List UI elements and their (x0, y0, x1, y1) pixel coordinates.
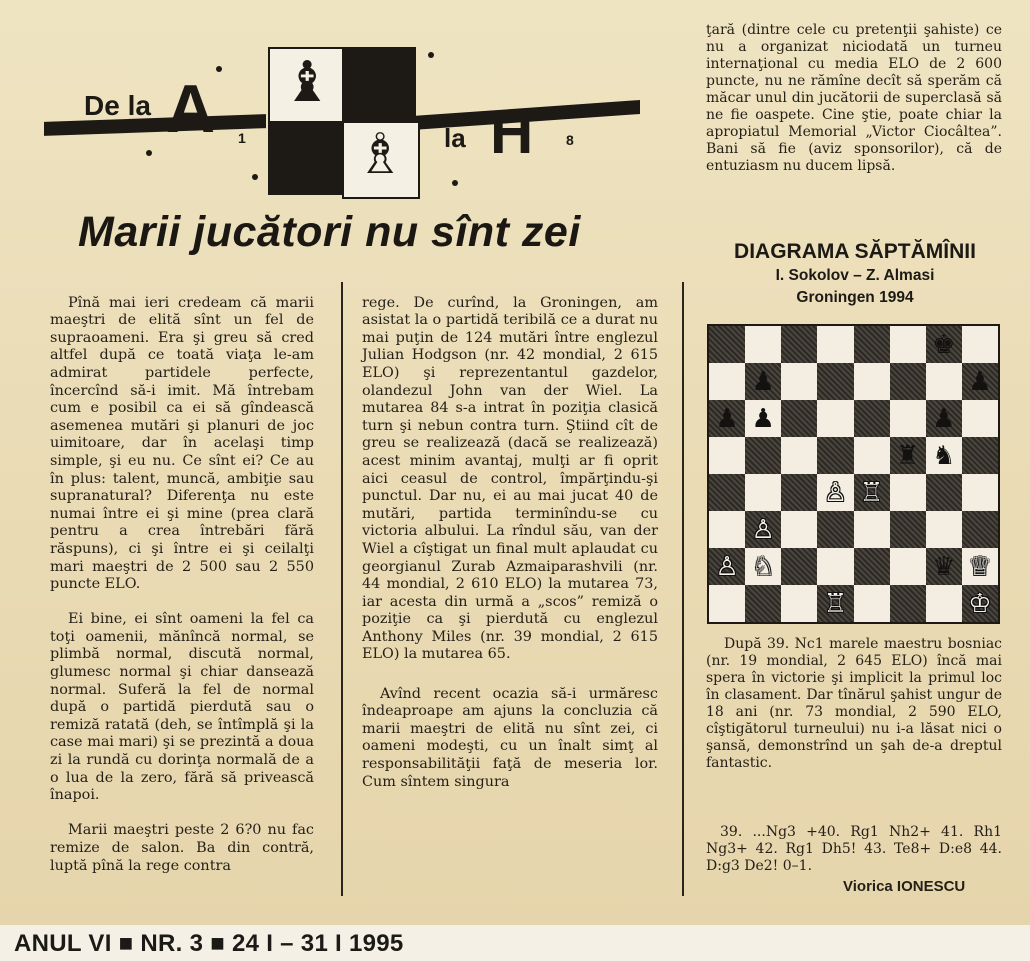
chess-piece-h7: ♟ (968, 366, 992, 397)
board-square-b5 (745, 437, 781, 474)
chess-piece-f5: ♜ (896, 440, 920, 471)
board-square-c5 (781, 437, 817, 474)
board-square-f6 (890, 400, 926, 437)
diagram-players: I. Sokolov – Z. Almasi (775, 267, 935, 284)
column-3-text: ţară (dintre cele cu pretenţii şahiste) ce nu a organizat niciodată un turneu internaţional cu media ELO de 2 600 puncte, nu ne rămîne decît să sperăm că măcar unul din jucătorii de superclasă să ne fie oaspete. Cine ştie, poate chiar la apropiatul Memorial „Victor Ciocâltea”. Bani să fie (aviz sponsorilor), că de entuziasm nu ducem lipsă. (706, 22, 1002, 174)
column-1-paragraph: Ei bine, ei sînt oameni la fel ca toţi oamenii, mănîncă normal, se plimbă normal, discută normal, glumesc normal şi chiar dansează normal. Suferă la fel de normal după o partidă pierdută sau o remiză ratată (deh, se întîmplă şi la case mai mari) şi se prezintă a doua zi la rundă cu dorinţa normală de a o lua de la zero, fără să privească înapoi. (50, 611, 314, 804)
chess-piece-b7: ♟ (751, 366, 775, 397)
board-square-c6 (781, 400, 817, 437)
banner-sub-h: 8 (566, 132, 574, 148)
board-square-c2 (781, 548, 817, 585)
diagram-heading: DIAGRAMA SĂPTĂMÎNII (734, 240, 976, 263)
board-square-d5 (817, 437, 853, 474)
board-square-g2 (926, 548, 962, 585)
board-square-e1 (854, 585, 890, 622)
board-square-f8 (890, 326, 926, 363)
chess-piece-g2: ♛ (932, 551, 956, 582)
board-square-e6 (854, 400, 890, 437)
banner-middle: la (444, 123, 466, 153)
chess-board (707, 324, 1000, 624)
board-square-f1 (890, 585, 926, 622)
board-square-g4 (926, 474, 962, 511)
board-square-c3 (781, 511, 817, 548)
board-square-c1 (781, 585, 817, 622)
board-square-h1 (962, 585, 998, 622)
board-square-c7 (781, 363, 817, 400)
board-square-h8 (962, 326, 998, 363)
chess-piece-g5: ♞ (932, 440, 956, 471)
board-square-b7 (745, 363, 781, 400)
board-square-b2 (745, 548, 781, 585)
board-square-e7 (854, 363, 890, 400)
chess-piece-d4: ♙ (823, 477, 848, 508)
banner-letter-h: H (490, 99, 534, 166)
board-square-f5 (890, 437, 926, 474)
column-1-paragraph: Marii maeştri peste 2 6?0 nu fac remize de salon. Ba din contră, luptă pînă la rege contra (50, 822, 314, 874)
board-square-g8 (926, 326, 962, 363)
board-square-g7 (926, 363, 962, 400)
board-square-f4 (890, 474, 926, 511)
bishop-icon: ♝ (282, 50, 333, 115)
chess-piece-b6: ♟ (751, 403, 775, 434)
bishop-outline-icon: ♗ (355, 122, 406, 187)
board-square-b4 (745, 474, 781, 511)
board-square-d3 (817, 511, 853, 548)
board-square-a1 (709, 585, 745, 622)
board-square-g3 (926, 511, 962, 548)
column-1-paragraph: Pînă mai ieri credeam că marii maeştri de elită sînt un fel de supraoameni. Era şi greu să cred altfel după ce toată viaţa le-am admirat partidele perfecte, încercînd să-i imit. Mă întrebam cum e posibil ca ei să gîndească asemenea mutări şi planuri de joc uimitoare, dar în acelaşi timp simple, şi eu nu. Ce sînt ei? Ce au în plus: talent, muncă, ambiţie sau supranatural? Diferenţa nu este numai între ei şi mine (prea clară pentru a crea întrebări fără răspuns), ci şi între ei şi ceilalţi mari maeştri de 2 500 sau 2 550 puncte ELO. (50, 294, 314, 593)
board-square-f3 (890, 511, 926, 548)
chess-piece-b2: ♘ (751, 551, 775, 582)
game-moves: 39. ...Ng3 +40. Rg1 Nh2+ 41. Rh1 Ng3+ 42. Rg1 Dh5! 43. Te8+ D:e8 44. D:g3 De2! 0–1. (706, 824, 1002, 874)
board-square-g6 (926, 400, 962, 437)
board-square-a8 (709, 326, 745, 363)
board-square-d7 (817, 363, 853, 400)
issue-footer: ANUL VI ■ NR. 3 ■ 24 I – 31 I 1995 (14, 930, 404, 957)
chess-piece-h1: ♔ (968, 588, 992, 619)
chess-piece-a6: ♟ (715, 403, 739, 434)
board-square-b3 (745, 511, 781, 548)
board-square-d2 (817, 548, 853, 585)
chess-piece-d1: ♖ (823, 588, 848, 619)
column-divider (341, 282, 343, 896)
board-square-a7 (709, 363, 745, 400)
board-square-a6 (709, 400, 745, 437)
column-2-paragraph: rege. De curînd, la Groningen, am asistat la o partidă teribilă ce a durat nu mai puţin de 124 mutări între englezul Julian Hodgson (nr. 42 mondial, 2 615 ELO) şi reprezentantul gazdelor, olandezul John van der Wiel. La mutarea 84 s-a intrat în poziţia clasică turn şi nebun contra turn. Ştiind cît de greu se realizează (dacă se realizează) acest minim avantaj, mulţi ar fi oprit aici ceasul de control, împărţindu-şi punctul. Dar nu, ei au mai jucat 40 de mutări, partida terminîndu-se cu victoria albului. La rîndul său, van der Wiel a cîştigat un final mult aplaudat cu georgianul Zurab Azmaiparashvili (nr. 44 mondial, 2 610 ELO) la mutarea 73, iar acesta din urmă a „scos” remiză o poziţie ca şi pierdută cu englezul Anthony Miles (nr. 39 mondial, 2 615 ELO) la mutarea 65. (362, 294, 658, 663)
board-square-b8 (745, 326, 781, 363)
chess-piece-g6: ♟ (932, 403, 956, 434)
board-square-a4 (709, 474, 745, 511)
board-square-e3 (854, 511, 890, 548)
board-square-f7 (890, 363, 926, 400)
board-square-h4 (962, 474, 998, 511)
column-2-paragraph: Avînd recent ocazia să-i urmăresc îndeaproape am ajuns la concluzia că marii maeştri de elită nu sînt zei, ci oameni modeşti, cu un înalt simţ al responsabilităţii faţă de meseria lor. Cum sîntem singura (362, 685, 658, 790)
board-square-a2 (709, 548, 745, 585)
board-square-g5 (926, 437, 962, 474)
board-square-f2 (890, 548, 926, 585)
board-square-h6 (962, 400, 998, 437)
column-divider (682, 282, 684, 896)
banner-sub-a: 1 (238, 130, 246, 146)
headline: Marii jucători nu sînt zei (78, 208, 581, 256)
board-square-c4 (781, 474, 817, 511)
board-square-a5 (709, 437, 745, 474)
board-square-d4 (817, 474, 853, 511)
board-square-g1 (926, 585, 962, 622)
banner-prefix: De la (84, 90, 151, 121)
chess-piece-h2: ♕ (968, 551, 992, 582)
author-signature: Viorica IONESCU (843, 878, 966, 895)
column-1 (50, 277, 314, 893)
chess-piece-b3: ♙ (751, 514, 775, 545)
chess-piece-g8: ♚ (932, 329, 956, 360)
board-square-b1 (745, 585, 781, 622)
board-square-d6 (817, 400, 853, 437)
board-square-a3 (709, 511, 745, 548)
board-square-d1 (817, 585, 853, 622)
chess-piece-a2: ♙ (715, 551, 739, 582)
board-square-h7 (962, 363, 998, 400)
diagram-caption: După 39. Nc1 marele maestru bosniac (nr. 19 mondial, 2 645 ELO) încă mai spera în victorie şi implicit la primul loc în clasament. Dar tînărul şahist ungur de 18 ani (nr. 73 mondial, 2 590 ELO, cîştigătorul turneului) nu i-a lăsat nici o şansă, demonstrînd un şah de-a dreptul fantastic. (706, 636, 1002, 771)
board-square-e8 (854, 326, 890, 363)
board-square-b6 (745, 400, 781, 437)
diagram-event: Groningen 1994 (796, 289, 914, 306)
board-square-e2 (854, 548, 890, 585)
column-2 (362, 277, 658, 809)
board-square-e5 (854, 437, 890, 474)
chess-piece-e4: ♖ (859, 477, 884, 508)
board-square-h2 (962, 548, 998, 585)
board-square-c8 (781, 326, 817, 363)
board-square-d8 (817, 326, 853, 363)
board-square-e4 (854, 474, 890, 511)
board-square-h3 (962, 511, 998, 548)
board-square-h5 (962, 437, 998, 474)
banner-letter-a: A (166, 71, 216, 147)
